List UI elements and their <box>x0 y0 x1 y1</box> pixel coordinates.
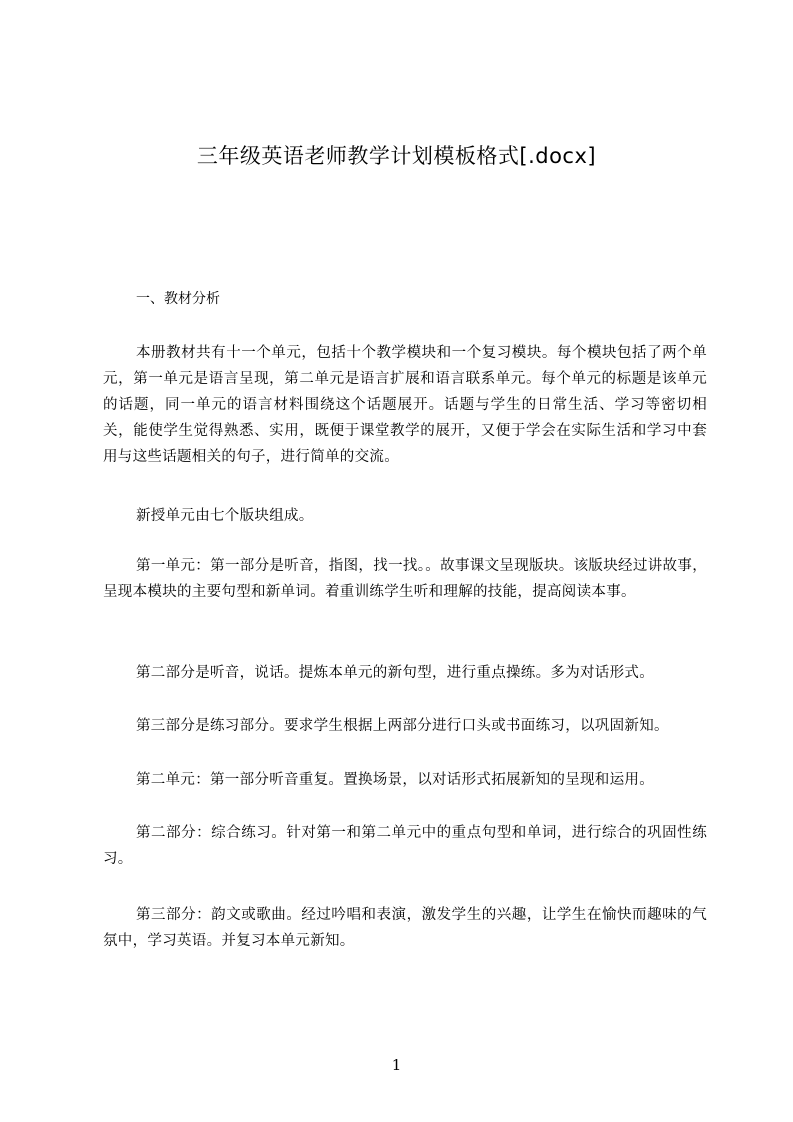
document-title: 三年级英语老师教学计划模板格式[.docx] <box>196 144 597 168</box>
paragraph-part-two: 第二部分是听音，说话。提炼本单元的新句型，进行重点操练。多为对话形式。 <box>136 665 654 681</box>
paragraph-unit-one: 第一单元：第一部分是听音，指图，找一找。。故事课文呈现版块。该版块经过讲故事，呈现本模块的主要句型和新单词。着重训练学生听和理解的技能，提高阅读本事。 <box>103 558 707 600</box>
section-heading: 一、教材分析 <box>136 291 220 307</box>
paragraph-unit-two-part-two: 第二部分：综合练习。针对第一和第二单元中的重点句型和单词，进行综合的巩固性练习。 <box>103 825 707 867</box>
paragraph-unit-two: 第二单元：第一部分听音重复。置换场景，以对话形式拓展新知的呈现和运用。 <box>136 772 654 788</box>
paragraph-new-unit-sections: 新授单元由七个版块组成。 <box>136 508 314 524</box>
page-number: 1 <box>391 1056 402 1074</box>
paragraph-part-three: 第三部分是练习部分。要求学生根据上两部分进行口头或书面练习，以巩固新知。 <box>136 718 669 734</box>
paragraph-textbook-overview: 本册教材共有十一个单元，包括十个教学模块和一个复习模块。每个模块包括了两个单元，第一单元是语言呈现，第二单元是语言扩展和语言联系单元。每个单元的标题是该单元的话题，同一单元的语言材料围绕这个话题展开。话题与学生的日常生活、学习等密切相关，能使学生觉得熟悉、实用，既便于课堂教学的展开，又便于学会在实际生活和学习中套用与这些话题相关的句子，进行简单的交流。 <box>103 345 707 465</box>
paragraph-unit-two-part-three: 第三部分：韵文或歌曲。经过吟唱和表演，激发学生的兴趣，让学生在愉快而趣味的气氛中，学习英语。并复习本单元新知。 <box>103 907 707 949</box>
